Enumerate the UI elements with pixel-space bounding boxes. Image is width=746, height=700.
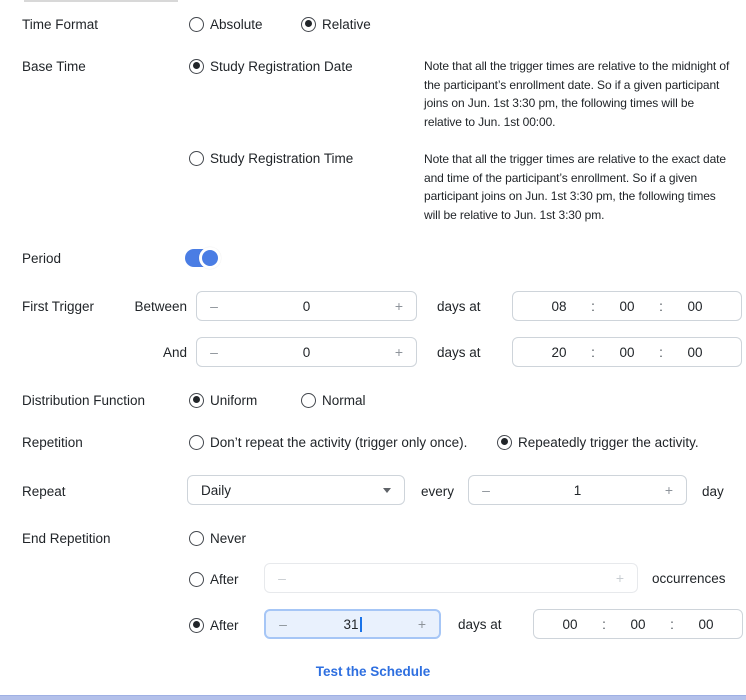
radio-never-label: Never bbox=[210, 530, 247, 546]
radio-study-registration-time[interactable] bbox=[189, 149, 353, 167]
toggle-knob-icon bbox=[199, 247, 221, 269]
radio-never[interactable] bbox=[189, 529, 246, 547]
repeat-interval-stepper[interactable] bbox=[468, 475, 687, 505]
radio-selected-icon[interactable] bbox=[189, 393, 204, 408]
every-label: every bbox=[421, 484, 455, 499]
hours-field[interactable]: 20 bbox=[551, 344, 567, 360]
occurrences-stepper-disabled bbox=[264, 563, 638, 593]
day-unit-label: day bbox=[702, 484, 724, 499]
days-at-label: days at bbox=[437, 345, 481, 360]
and-time-input[interactable] bbox=[512, 337, 742, 367]
end-repetition-label: End Repetition bbox=[22, 531, 111, 546]
distribution-function-label: Distribution Function bbox=[22, 393, 146, 408]
minutes-field[interactable]: 00 bbox=[619, 298, 635, 314]
decrement-button[interactable]: – bbox=[210, 298, 218, 314]
seconds-field[interactable]: 00 bbox=[698, 616, 714, 632]
radio-repeatedly[interactable] bbox=[497, 433, 699, 451]
radio-study-registration-date[interactable] bbox=[189, 57, 353, 75]
radio-srd-label: Study Registration Date bbox=[210, 58, 353, 74]
repetition-label: Repetition bbox=[22, 435, 83, 450]
increment-button: + bbox=[615, 570, 625, 586]
time-format-label: Time Format bbox=[22, 17, 99, 32]
decrement-button[interactable]: – bbox=[279, 616, 287, 632]
end-after-days-value[interactable]: 31 bbox=[300, 617, 405, 632]
radio-icon[interactable] bbox=[189, 17, 204, 32]
chevron-down-icon bbox=[383, 488, 391, 493]
increment-button[interactable]: + bbox=[664, 482, 674, 498]
base-time-time-note: Note that all the trigger times are relative to the exact date and time of the participant’s enrollment. So if a given participant joins on Jun. 1st 3:30 pm, the following times will be relative to Jun. 1st 3:30 pm. bbox=[424, 152, 726, 222]
and-days-stepper[interactable] bbox=[196, 337, 417, 367]
repeat-interval-value[interactable]: 1 bbox=[573, 482, 582, 498]
radio-selected-icon[interactable] bbox=[301, 17, 316, 32]
radio-time-format-relative[interactable] bbox=[301, 15, 371, 33]
radio-selected-icon[interactable] bbox=[189, 618, 204, 633]
radio-srt-label: Study Registration Time bbox=[210, 150, 354, 166]
radio-uniform[interactable] bbox=[189, 391, 257, 409]
radio-normal[interactable] bbox=[301, 391, 366, 409]
decrement-button[interactable]: – bbox=[482, 482, 490, 498]
end-after-days-stepper[interactable] bbox=[264, 609, 441, 639]
radio-no-repeat[interactable] bbox=[189, 433, 467, 451]
first-trigger-label: First Trigger bbox=[22, 299, 95, 314]
period-toggle[interactable] bbox=[185, 249, 219, 267]
between-days-stepper[interactable] bbox=[196, 291, 417, 321]
radio-after-label: After bbox=[210, 571, 239, 587]
colon-separator: : bbox=[591, 344, 595, 360]
radio-selected-icon[interactable] bbox=[497, 435, 512, 450]
test-schedule-link[interactable]: Test the Schedule bbox=[315, 664, 431, 679]
days-at-label: days at bbox=[437, 299, 481, 314]
increment-button[interactable]: + bbox=[394, 344, 404, 360]
divider bbox=[24, 0, 178, 2]
decrement-button[interactable]: – bbox=[210, 344, 218, 360]
decrement-button: – bbox=[278, 570, 286, 586]
radio-icon[interactable] bbox=[189, 435, 204, 450]
repeat-label: Repeat bbox=[22, 484, 66, 499]
colon-separator: : bbox=[591, 298, 595, 314]
increment-button[interactable]: + bbox=[417, 616, 427, 632]
days-at-label: days at bbox=[458, 617, 502, 632]
repeat-frequency-value: Daily bbox=[201, 482, 232, 498]
period-label: Period bbox=[22, 251, 62, 266]
colon-separator: : bbox=[659, 298, 663, 314]
seconds-field[interactable]: 00 bbox=[687, 344, 703, 360]
between-label: Between bbox=[134, 299, 187, 314]
hours-field[interactable]: 00 bbox=[562, 616, 578, 632]
increment-button[interactable]: + bbox=[394, 298, 404, 314]
radio-after-occurrences[interactable] bbox=[189, 570, 239, 588]
radio-icon[interactable] bbox=[189, 151, 204, 166]
radio-uniform-label: Uniform bbox=[210, 392, 258, 408]
base-time-label: Base Time bbox=[22, 59, 86, 74]
hours-field[interactable]: 08 bbox=[551, 298, 567, 314]
radio-after-days[interactable] bbox=[189, 616, 239, 634]
between-days-value[interactable]: 0 bbox=[302, 298, 311, 314]
colon-separator: : bbox=[670, 616, 674, 632]
radio-absolute-label: Absolute bbox=[210, 16, 263, 32]
radio-icon[interactable] bbox=[189, 572, 204, 587]
radio-icon[interactable] bbox=[301, 393, 316, 408]
radio-normal-label: Normal bbox=[322, 392, 366, 408]
radio-icon[interactable] bbox=[189, 531, 204, 546]
seconds-field[interactable]: 00 bbox=[687, 298, 703, 314]
colon-separator: : bbox=[602, 616, 606, 632]
radio-relative-label: Relative bbox=[322, 16, 371, 32]
base-time-date-note: Note that all the trigger times are relative to the midnight of the participant’s enrollment date. So if a given participant joins on Jun. 1st 3:30 pm, the following times will be relative to Jun. 1st 00:00. bbox=[424, 59, 730, 129]
minutes-field[interactable]: 00 bbox=[630, 616, 646, 632]
radio-no-repeat-label: Don’t repeat the activity (trigger only once). bbox=[210, 434, 468, 450]
radio-time-format-absolute[interactable] bbox=[189, 15, 263, 33]
repeat-frequency-select[interactable] bbox=[187, 475, 405, 505]
minutes-field[interactable]: 00 bbox=[619, 344, 635, 360]
and-days-value[interactable]: 0 bbox=[302, 344, 311, 360]
bottom-divider bbox=[0, 695, 746, 700]
radio-after-label: After bbox=[210, 617, 239, 633]
colon-separator: : bbox=[659, 344, 663, 360]
end-time-input[interactable] bbox=[533, 609, 743, 639]
radio-selected-icon[interactable] bbox=[189, 59, 204, 74]
between-time-input[interactable] bbox=[512, 291, 742, 321]
and-label: And bbox=[162, 345, 187, 360]
text-cursor bbox=[360, 617, 362, 632]
occurrences-unit-label: occurrences bbox=[652, 571, 726, 586]
radio-repeatedly-label: Repeatedly trigger the activity. bbox=[518, 434, 699, 450]
